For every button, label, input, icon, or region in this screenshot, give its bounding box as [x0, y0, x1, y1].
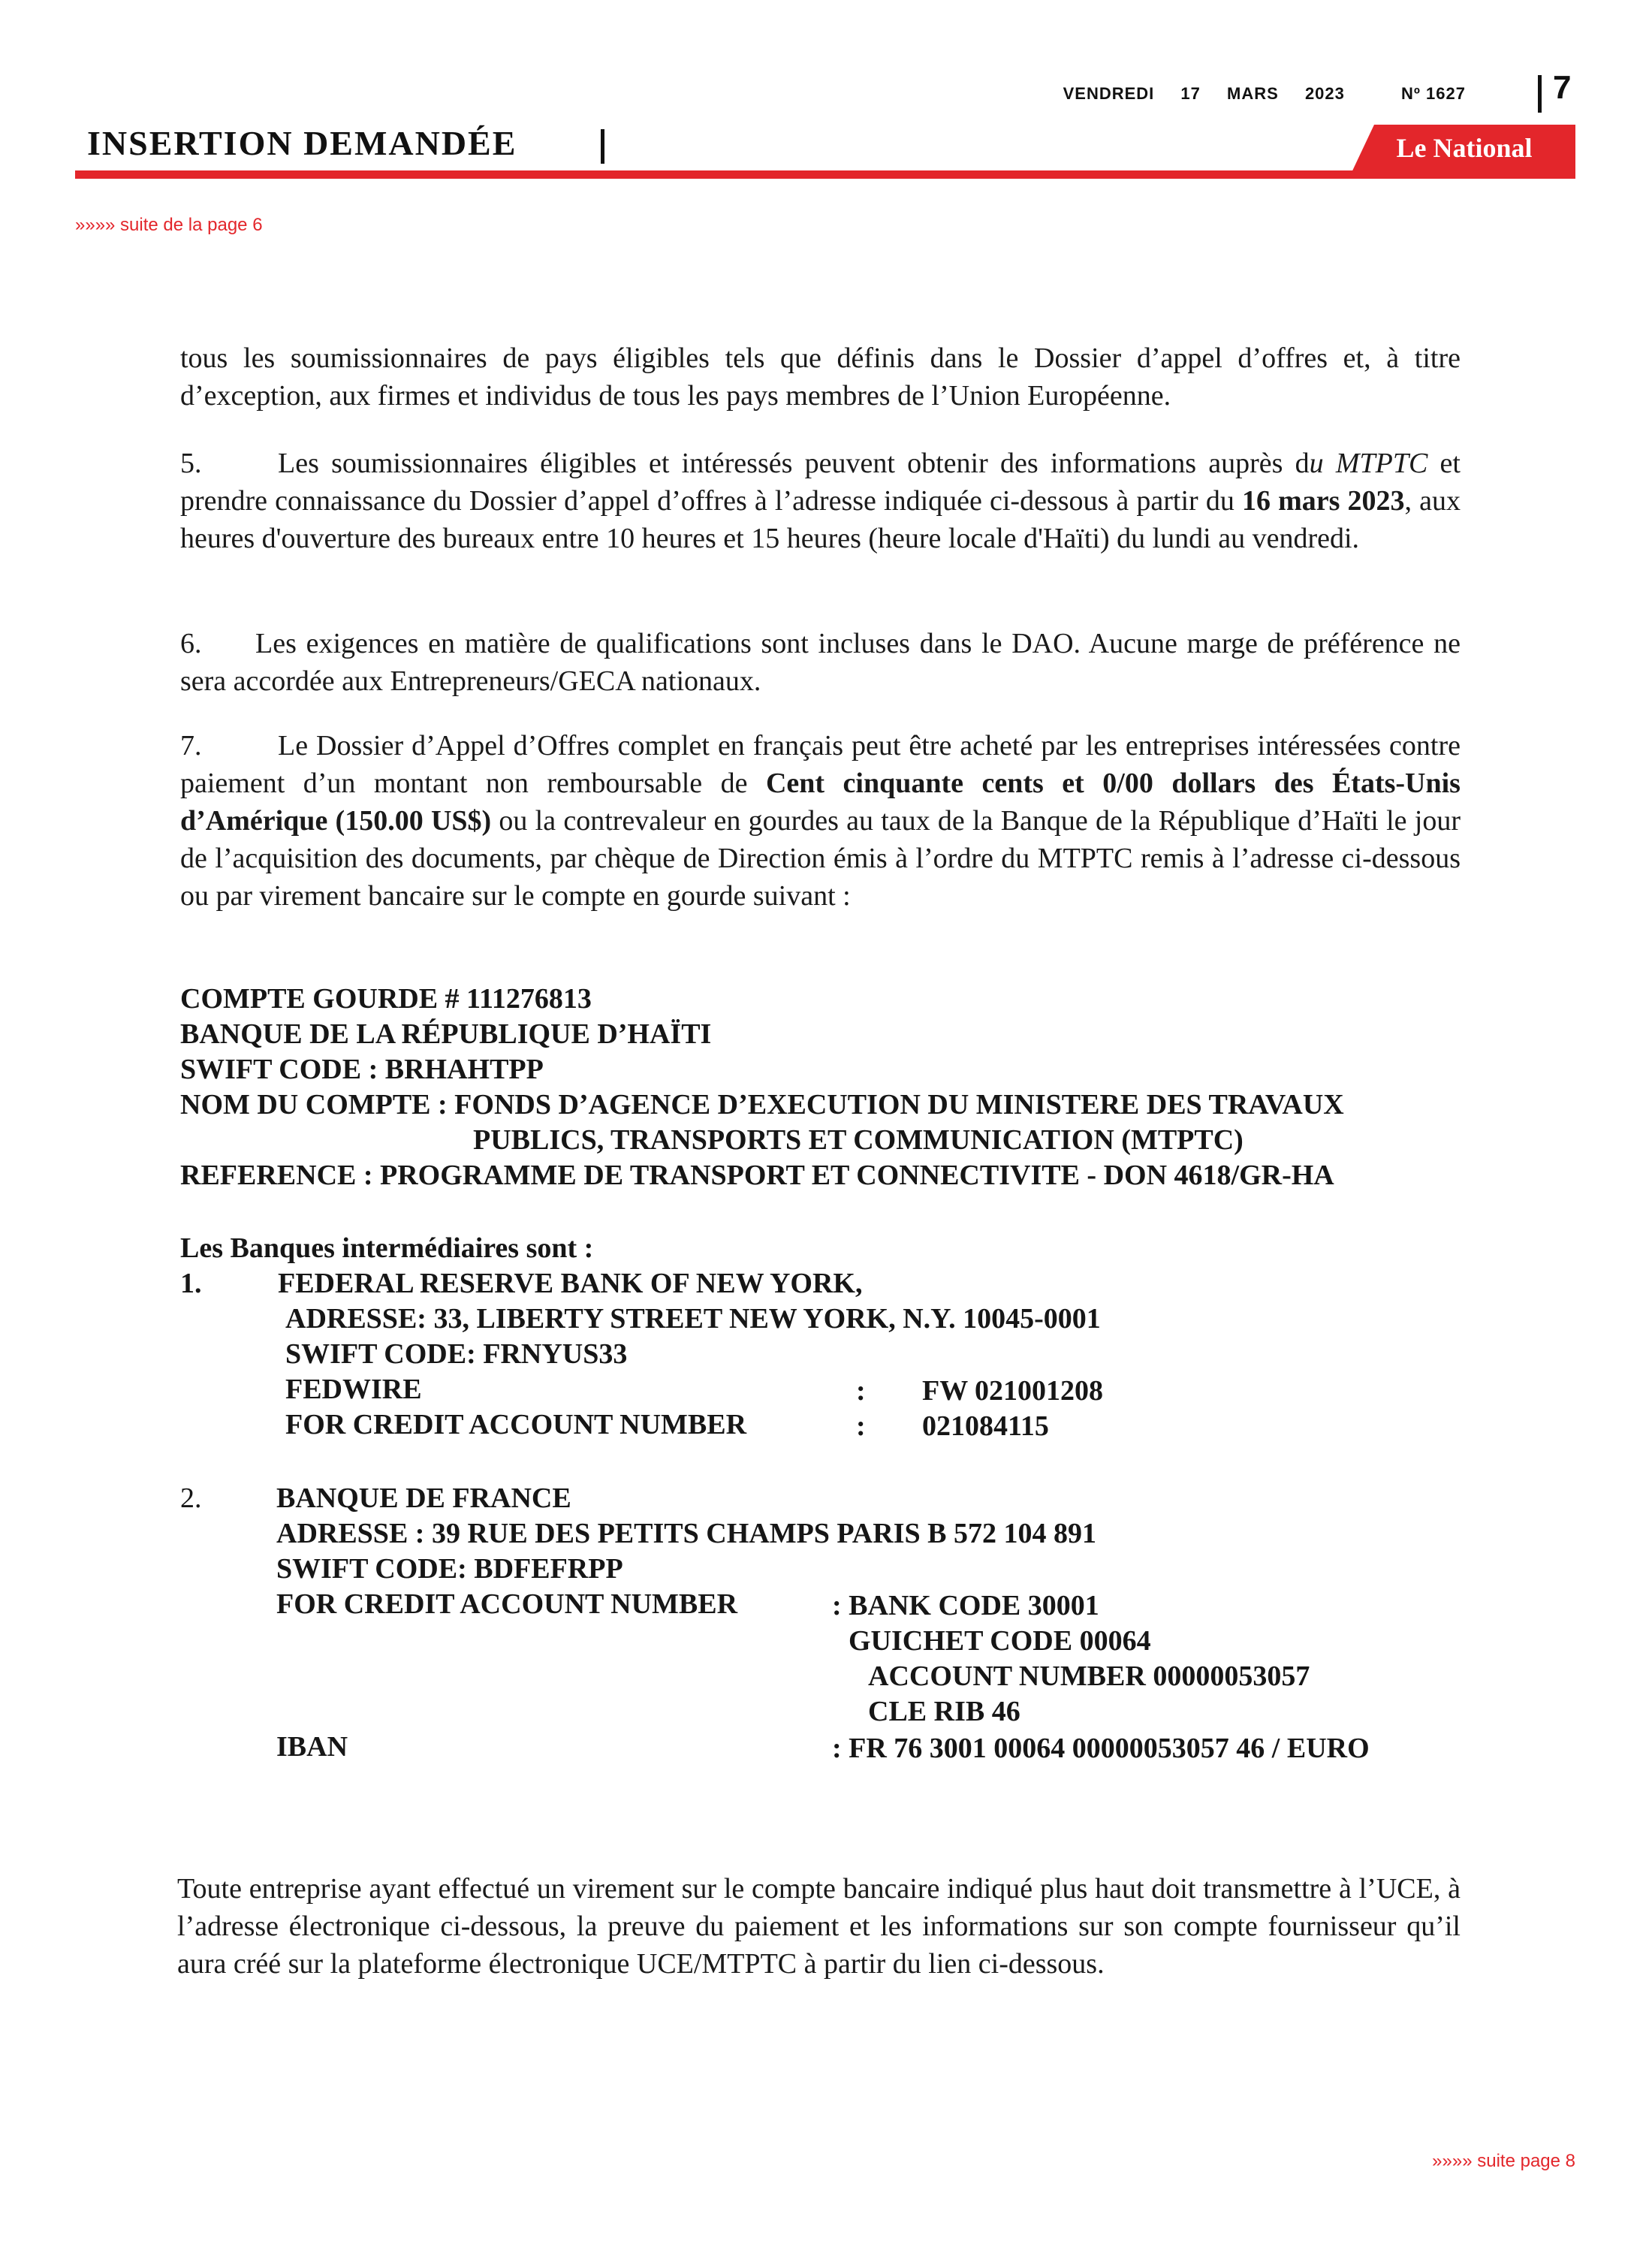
issue-date-number: 17	[1180, 84, 1201, 103]
bank-2-iban-value: : FR 76 3001 00064 00000053057 46 / EURO	[832, 1733, 1370, 1764]
continued-to-link[interactable]: »»»» suite page 8	[1432, 2151, 1575, 2171]
newspaper-name: Le National	[1396, 133, 1533, 163]
bank-2-address: ADRESSE : 39 RUE DES PETITS CHAMPS PARIS B 572 104 891	[276, 1518, 1096, 1549]
paragraph-7-amount: Cent cinquante cents et 0/00 dollars des États-Unis d’Amérique (150.00 US$)	[180, 768, 1461, 837]
paragraph-6-number: 6.	[180, 628, 202, 659]
paragraph-7-number: 7.	[180, 730, 202, 762]
bank-1-credit-separator: :	[856, 1410, 866, 1442]
account-name-line-1: NOM DU COMPTE : FONDS D’AGENCE D’EXECUTION DU MINISTERE DES TRAVAUX	[180, 1089, 1344, 1120]
paragraph-5	[180, 445, 1461, 557]
account-reference: REFERENCE : PROGRAMME DE TRANSPORT ET CONNECTIVITE - DON 4618/GR-HA	[180, 1160, 1334, 1191]
bank-2-name: BANQUE DE FRANCE	[276, 1482, 571, 1514]
continued-from-link[interactable]: »»»» suite de la page 6	[75, 215, 263, 235]
intermediary-banks-heading: Les Banques intermédiaires sont :	[180, 1232, 594, 1264]
paragraph-5-date: 16 mars 2023	[1241, 485, 1405, 517]
account-swift: SWIFT CODE : BRHAHTPP	[180, 1054, 544, 1085]
closing-paragraph: Toute entreprise ayant effectué un virement sur le compte bancaire indiqué plus haut doit transmettre à l’UCE, à l’adresse électronique ci-dessous, la preuve du paiement et les informations sur son compte fournisseur qu’il aura créé sur la plateforme électronique UCE/MTPTC à partir du lien ci-dessous.	[177, 1873, 1461, 1980]
issue-number: Nº 1627	[1401, 84, 1466, 103]
issue-month: MARS	[1227, 84, 1279, 103]
issue-date-line	[1042, 84, 1466, 104]
account-name-line-2: PUBLICS, TRANSPORTS ET COMMUNICATION (MTPTC)	[473, 1124, 1244, 1156]
bank-1-number: 1.	[180, 1268, 202, 1299]
bank-1-address: ADRESSE: 33, LIBERTY STREET NEW YORK, N.Y. 10045-0001	[285, 1303, 1101, 1335]
bank-2-credit-label: FOR CREDIT ACCOUNT NUMBER	[276, 1588, 738, 1620]
section-title: INSERTION DEMANDÉE	[87, 124, 517, 162]
page-number: 7	[1553, 69, 1572, 106]
bank-1-name: FEDERAL RESERVE BANK OF NEW YORK,	[278, 1268, 863, 1299]
issue-day: VENDREDI	[1063, 84, 1155, 103]
bank-1-credit-label: FOR CREDIT ACCOUNT NUMBER	[285, 1409, 747, 1440]
bank-1-fedwire-value: FW 021001208	[922, 1375, 1104, 1407]
paragraph-7-text-b: ou la contrevaleur en gourdes au taux de la Banque de la République d’Haïti le jour de l’acquisition des documents, par chèque de Direction émis à l’ordre du MTPTC remis à l’adresse ci-dessous ou par virement bancaire sur le compte en gourde suivant :	[180, 805, 1461, 912]
bank-2-cle-rib: CLE RIB 46	[868, 1696, 1020, 1727]
account-number: COMPTE GOURDE # 111276813	[180, 983, 592, 1015]
paragraph-5-number: 5.	[180, 448, 202, 479]
paragraph-continued: tous les soumissionnaires de pays éligibles tels que définis dans le Dossier d’appel d’offres et, à titre d’exception, aux firmes et individus de tous les pays membres de l’Union Européenne.	[180, 342, 1461, 412]
bank-2-number: 2.	[180, 1482, 202, 1514]
page-number-divider	[1538, 75, 1542, 113]
paragraph-5-text-a: Les soumissionnaires éligibles et intéressés peuvent obtenir des informations auprès d	[278, 448, 1310, 479]
paragraph-5-text-c: , aux heures d'ouverture des bureaux entre 10 heures et 15 heures (heure locale d'Haïti) du lundi au vendredi.	[180, 485, 1461, 554]
bank-1-swift: SWIFT CODE: FRNYUS33	[285, 1338, 628, 1370]
bank-1-fedwire-label: FEDWIRE	[285, 1374, 422, 1405]
bank-2-account-number: ACCOUNT NUMBER 00000053057	[868, 1660, 1310, 1692]
account-bank: BANQUE DE LA RÉPUBLIQUE D’HAÏTI	[180, 1018, 712, 1050]
bank-2-iban-label: IBAN	[276, 1731, 348, 1763]
paragraph-7	[180, 727, 1461, 915]
paragraph-5-mtptc: u MTPTC	[1309, 448, 1428, 479]
bank-2-guichet-code: GUICHET CODE 00064	[849, 1625, 1151, 1657]
paragraph-5-text-b: et prendre connaissance du Dossier d’appel d’offres à l’adresse indiquée ci-dessous à partir du	[180, 448, 1461, 517]
bank-1-fedwire-separator: :	[856, 1375, 866, 1407]
bank-1-credit-value: 021084115	[922, 1410, 1049, 1442]
bank-2-bank-code: : BANK CODE 30001	[832, 1590, 1099, 1621]
paragraph-6	[180, 625, 1461, 700]
issue-year: 2023	[1304, 84, 1345, 103]
paragraph-7-text-a: Le Dossier d’Appel d’Offres complet en français peut être acheté par les entreprises intéressées contre paiement d’un montant non remboursable de	[180, 730, 1461, 799]
section-title-divider	[601, 129, 604, 164]
paragraph-6-text: Les exigences en matière de qualifications sont incluses dans le DAO. Aucune marge de préférence ne sera accordée aux Entrepreneurs/GECA nationaux.	[180, 628, 1461, 697]
bank-2-swift: SWIFT CODE: BDFEFRPP	[276, 1553, 623, 1585]
